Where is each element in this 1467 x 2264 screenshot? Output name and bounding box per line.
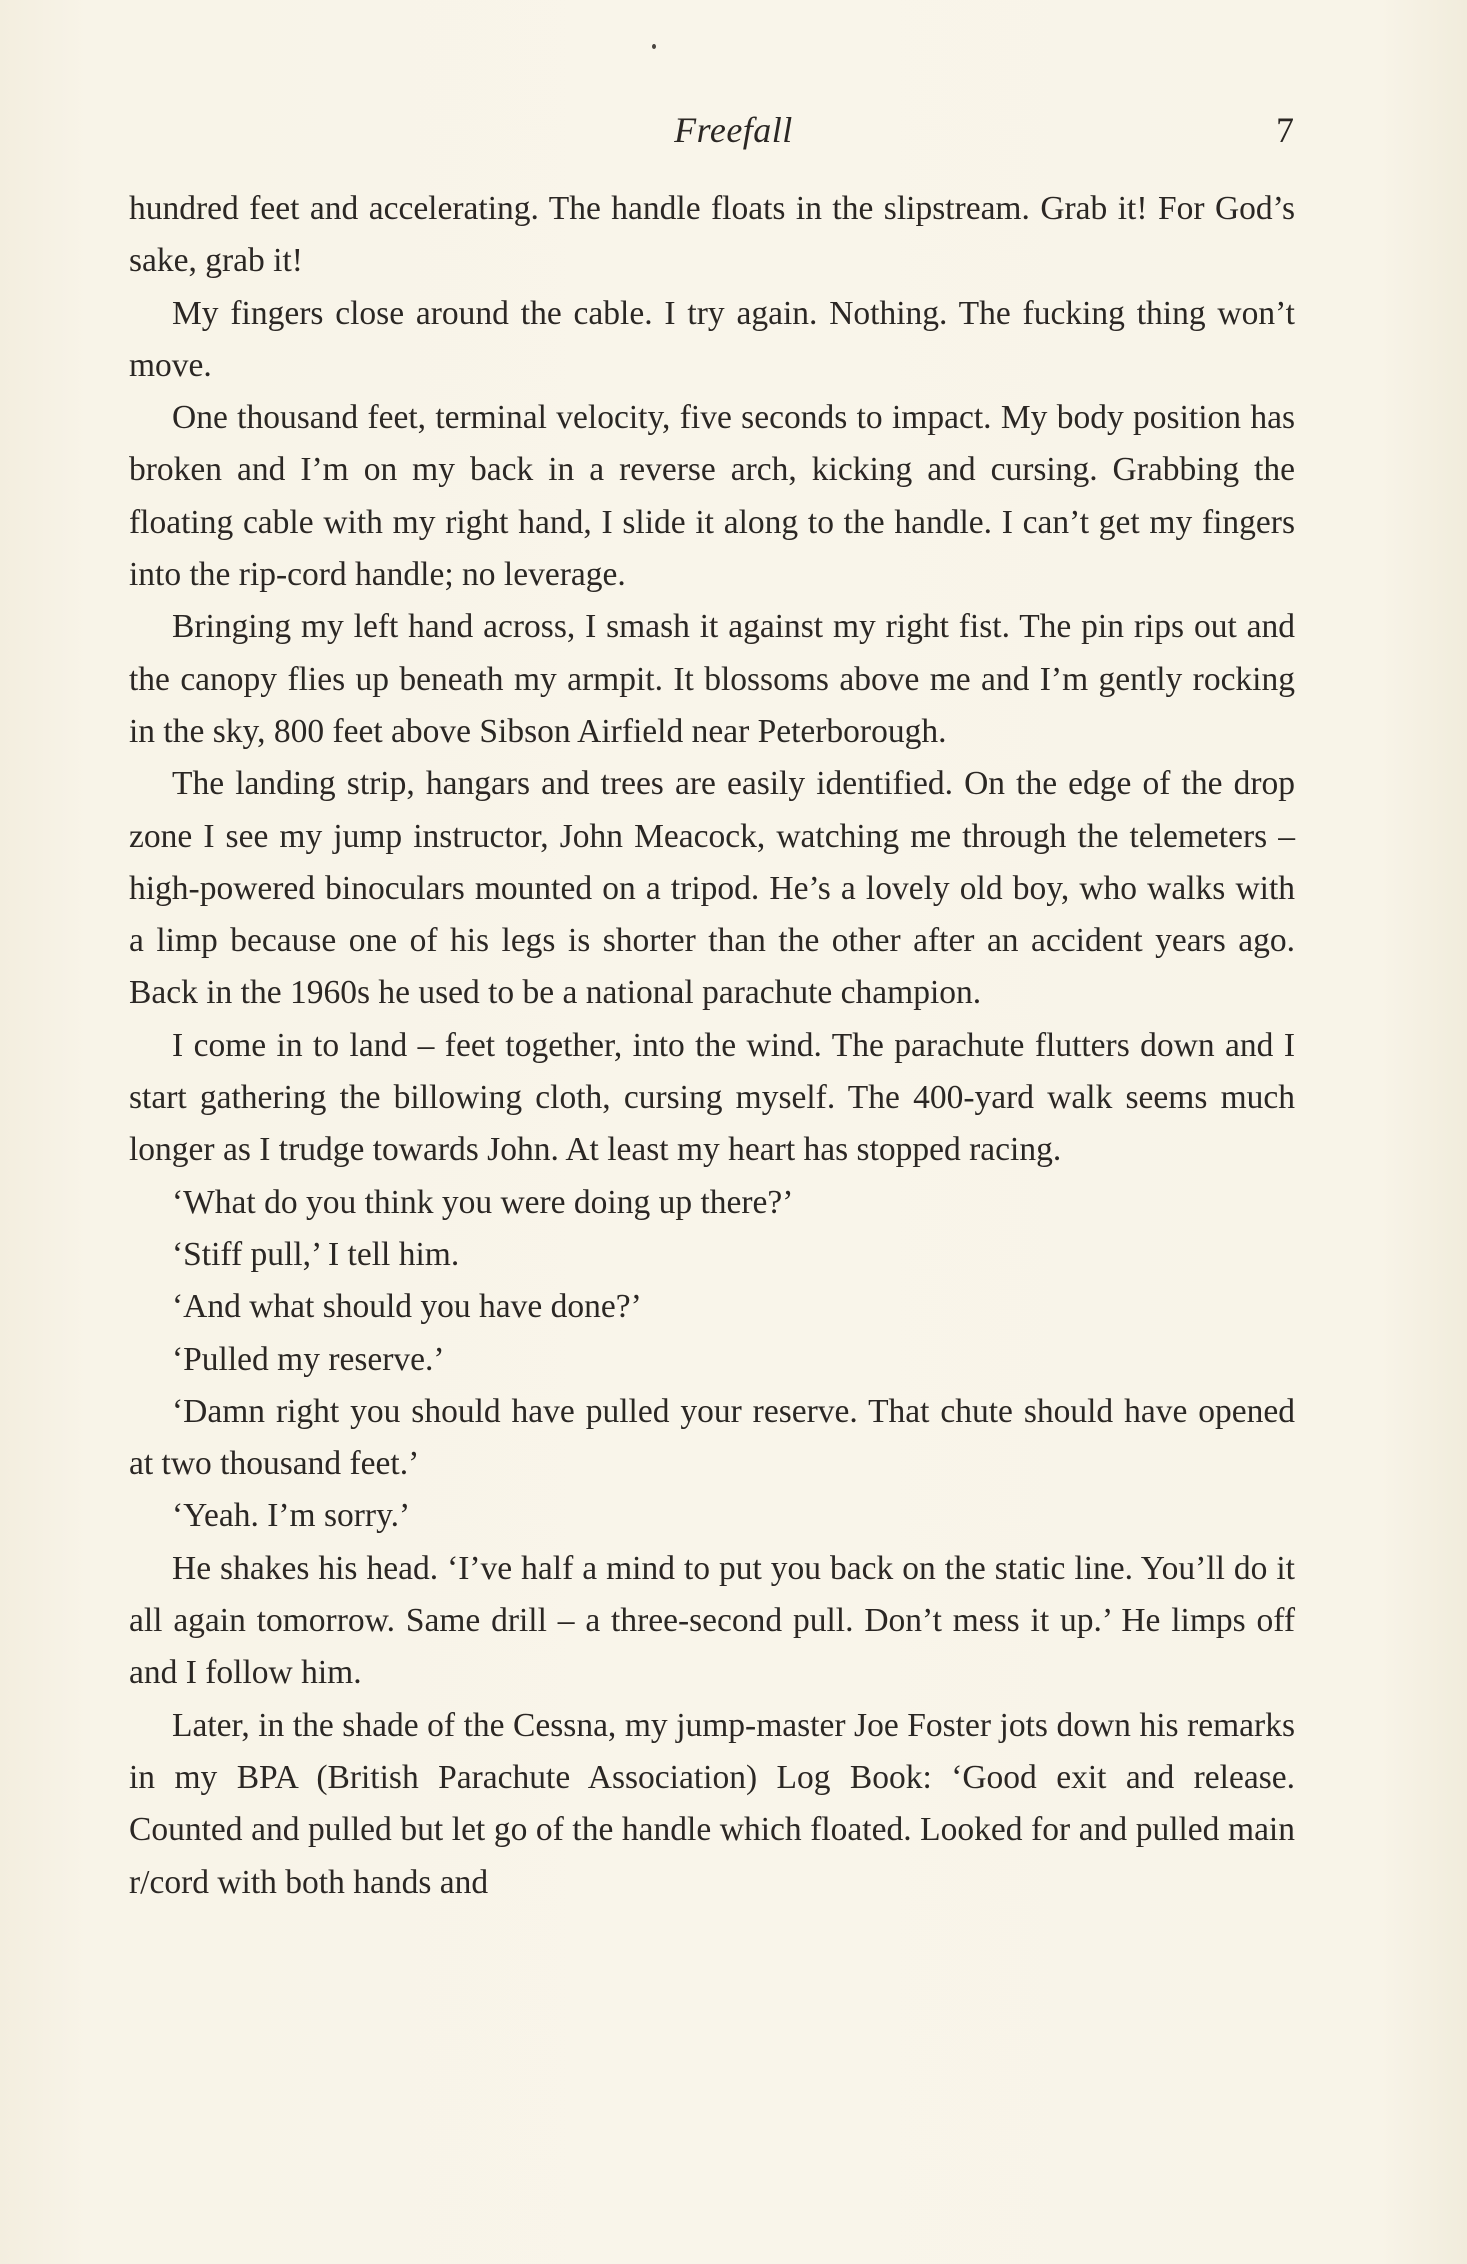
dialogue-line: ‘Yeah. I’m sorry.’ bbox=[172, 1497, 411, 1535]
paragraph: hundred feet and accelerating. The handle floats in the slipstream. Grab it! For God’s sake, grab it! bbox=[129, 190, 1295, 280]
body-text bbox=[129, 183, 1295, 1909]
paragraph: Later, in the shade of the Cessna, my jump-master Joe Foster jots down his remarks in my BPA (British Parachute Association) Log Book: ‘Good exit and release. Counted and pulled but let go of the handle which floated. Looked for and pulled main r/cord with both hands and bbox=[129, 1706, 1295, 1901]
dialogue-line: ‘Pulled my reserve.’ bbox=[172, 1340, 445, 1378]
dialogue-line: ‘And what should you have done?’ bbox=[172, 1288, 642, 1326]
dialogue-line: ‘What do you think you were doing up there?’ bbox=[172, 1183, 794, 1221]
paragraph: I come in to land – feet together, into the wind. The parachute flutters down and I start gathering the billowing cloth, cursing myself. The 400-yard walk seems much longer as I trudge towards John. At least my heart has stopped racing. bbox=[129, 1026, 1295, 1169]
paragraph: One thousand feet, terminal velocity, five seconds to impact. My body position has broken and I’m on my back in a reverse arch, kicking and cursing. Grabbing the floating cable with my right hand, I slide it along to the handle. I can’t get my fingers into the rip-cord handle; no leverage. bbox=[129, 399, 1295, 594]
dialogue-line: ‘Damn right you should have pulled your reserve. That chute should have opened at two thousand feet.’ bbox=[129, 1392, 1295, 1483]
paragraph: Bringing my left hand across, I smash it against my right fist. The pin rips out and the canopy flies up beneath my armpit. It blossoms above me and I’m gently rocking in the sky, 800 feet above Sibson Airfield near Peterborough. bbox=[129, 608, 1295, 750]
running-title: Freefall bbox=[674, 110, 793, 150]
ink-speck bbox=[652, 44, 656, 49]
paragraph: The landing strip, hangars and trees are easily identified. On the edge of the drop zone I see my jump instructor, John Meacock, watching me through the telemeters – high-powered binoculars mounted on a tripod. He’s a lovely old boy, who walks with a limp because one of his legs is shorter than the other after an accident years ago. Back in the 1960s he used to be a national parachute champion. bbox=[129, 765, 1295, 1012]
page-number: 7 bbox=[1276, 110, 1294, 150]
paragraph: He shakes his head. ‘I’ve half a mind to put you back on the static line. You’ll do it all again tomorrow. Same drill – a three-second pull. Don’t mess it up.’ He limps off and I follow him. bbox=[129, 1549, 1295, 1692]
paragraph: My fingers close around the cable. I try again. Nothing. The fucking thing won’t move. bbox=[129, 294, 1295, 384]
dialogue-line: ‘Stiff pull,’ I tell him. bbox=[172, 1235, 460, 1273]
